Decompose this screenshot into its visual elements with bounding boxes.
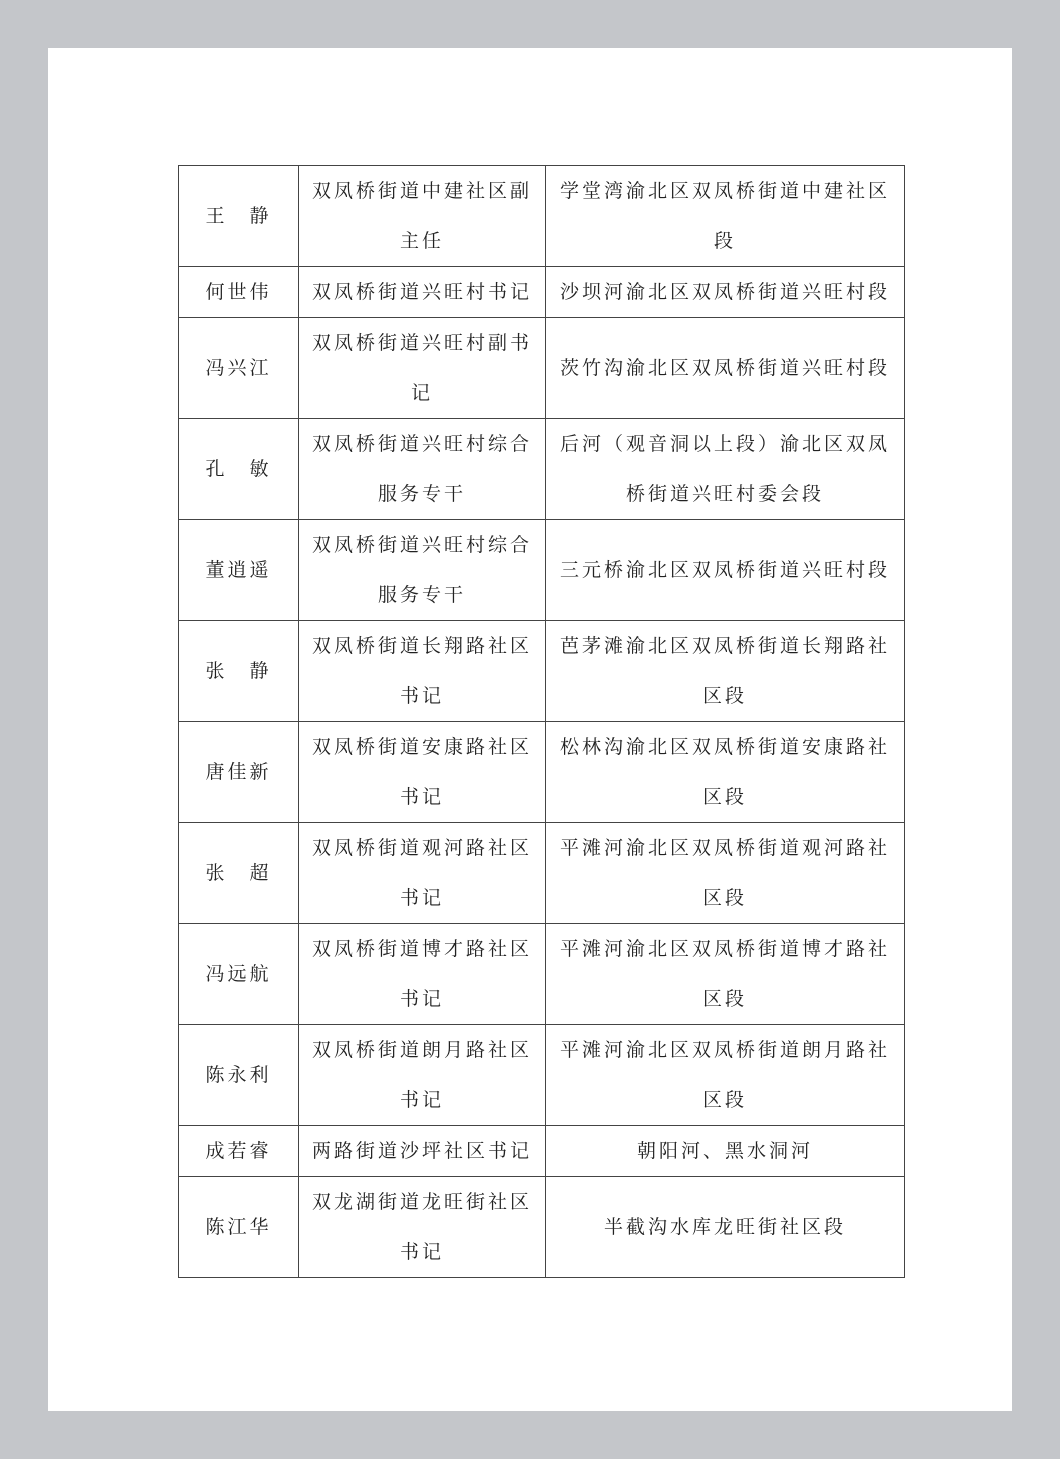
title-cell: 双凤桥街道中建社区副主任 xyxy=(299,166,546,267)
name-cell: 陈江华 xyxy=(179,1177,299,1278)
title-cell: 双凤桥街道博才路社区书记 xyxy=(299,924,546,1025)
table-row xyxy=(179,520,905,621)
title-cell: 双凤桥街道兴旺村综合服务专干 xyxy=(299,520,546,621)
title-cell: 双凤桥街道长翔路社区书记 xyxy=(299,621,546,722)
name-cell: 冯兴江 xyxy=(179,318,299,419)
name-cell: 成若睿 xyxy=(179,1126,299,1177)
table-row xyxy=(179,1177,905,1278)
table-row xyxy=(179,1126,905,1177)
river-section-cell: 平滩河渝北区双凤桥街道朗月路社区段 xyxy=(546,1025,905,1126)
name-cell: 何世伟 xyxy=(179,267,299,318)
name-cell: 冯远航 xyxy=(179,924,299,1025)
river-section-cell: 半截沟水库龙旺街社区段 xyxy=(546,1177,905,1278)
river-section-cell: 沙坝河渝北区双凤桥街道兴旺村段 xyxy=(546,267,905,318)
title-cell: 双凤桥街道安康路社区书记 xyxy=(299,722,546,823)
table-row xyxy=(179,924,905,1025)
name-cell: 孔 敏 xyxy=(179,419,299,520)
river-section-cell: 茨竹沟渝北区双凤桥街道兴旺村段 xyxy=(546,318,905,419)
table-row xyxy=(179,318,905,419)
name-cell: 董逍遥 xyxy=(179,520,299,621)
table-row xyxy=(179,621,905,722)
table-row xyxy=(179,722,905,823)
name-cell: 唐佳新 xyxy=(179,722,299,823)
name-cell: 王 静 xyxy=(179,166,299,267)
river-section-cell: 学堂湾渝北区双凤桥街道中建社区段 xyxy=(546,166,905,267)
river-section-cell: 松林沟渝北区双凤桥街道安康路社区段 xyxy=(546,722,905,823)
table-row xyxy=(179,419,905,520)
river-section-cell: 后河（观音洞以上段）渝北区双凤桥街道兴旺村委会段 xyxy=(546,419,905,520)
river-section-cell: 朝阳河、黑水洞河 xyxy=(546,1126,905,1177)
table-row xyxy=(179,823,905,924)
name-cell: 张 超 xyxy=(179,823,299,924)
river-section-cell: 三元桥渝北区双凤桥街道兴旺村段 xyxy=(546,520,905,621)
title-cell: 双凤桥街道兴旺村书记 xyxy=(299,267,546,318)
river-section-cell: 芭茅滩渝北区双凤桥街道长翔路社区段 xyxy=(546,621,905,722)
river-section-cell: 平滩河渝北区双凤桥街道博才路社区段 xyxy=(546,924,905,1025)
document-page xyxy=(48,48,1012,1411)
name-cell: 张 静 xyxy=(179,621,299,722)
title-cell: 双凤桥街道兴旺村综合服务专干 xyxy=(299,419,546,520)
table-row xyxy=(179,166,905,267)
table-row xyxy=(179,267,905,318)
title-cell: 双凤桥街道朗月路社区书记 xyxy=(299,1025,546,1126)
river-chief-table xyxy=(178,165,905,1278)
title-cell: 双凤桥街道观河路社区书记 xyxy=(299,823,546,924)
table-row xyxy=(179,1025,905,1126)
title-cell: 两路街道沙坪社区书记 xyxy=(299,1126,546,1177)
title-cell: 双凤桥街道兴旺村副书记 xyxy=(299,318,546,419)
river-section-cell: 平滩河渝北区双凤桥街道观河路社区段 xyxy=(546,823,905,924)
name-cell: 陈永利 xyxy=(179,1025,299,1126)
title-cell: 双龙湖街道龙旺街社区书记 xyxy=(299,1177,546,1278)
